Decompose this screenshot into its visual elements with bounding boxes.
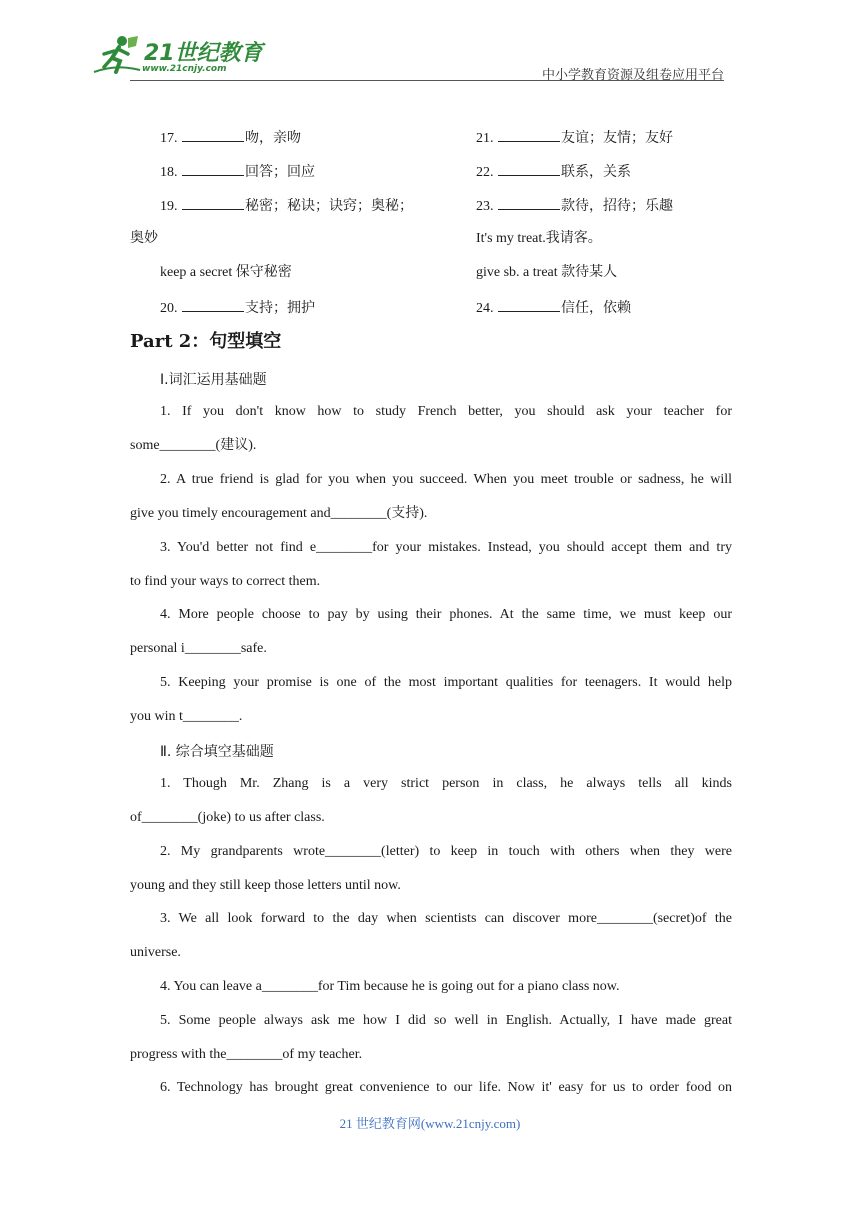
vocab-phrase-keep-secret: keep a secret 保守秘密 [160, 265, 292, 280]
site-logo [92, 34, 262, 78]
item-meaning: 吻，亲吻 [245, 131, 301, 146]
section2-title: Ⅱ. 综合填空基础题 [160, 744, 274, 760]
item-meaning: 秘密；秘诀；诀窍；奥秘； [245, 199, 413, 214]
item-number: 21. [476, 131, 494, 146]
vocab-item-18 [160, 161, 315, 183]
page-header [0, 0, 860, 90]
section2-question-3: 3. We all look forward to the day when scientists can discover more________(secret)of the universe. [130, 911, 732, 960]
page-footer: 21 世纪教育网(www.21cnjy.com) [339, 1116, 521, 1131]
section1-question-4: 4. More people choose to pay by using their phones. At the same time, we must keep our personal i________safe. [130, 607, 732, 656]
logo-text: 21世纪教育 [144, 41, 263, 66]
item-number: 22. [476, 165, 494, 180]
section2-question-5: 5. Some people always ask me how I did so well in English. Actually, I have made great progress with the________of my teacher. [130, 1013, 732, 1062]
vocab-item-24 [476, 297, 631, 319]
answer-blank[interactable] [182, 195, 244, 210]
header-divider [130, 80, 724, 81]
section1-question-5: 5. Keeping your promise is one of the most important qualities for teenagers. It would help you win t________. [130, 675, 732, 724]
section2-question-4: 4. You can leave a________for Tim because he is going out for a piano class now. [160, 979, 620, 994]
answer-blank[interactable] [498, 297, 560, 312]
answer-blank[interactable] [498, 195, 560, 210]
vocab-item-19 [160, 195, 413, 217]
section1-title: Ⅰ.词汇运用基础题 [160, 372, 267, 388]
section2-question-2: 2. My grandparents wrote________(letter) to keep in touch with others when they were young and they still keep those letters until now. [130, 844, 732, 893]
vocab-item-22 [476, 161, 631, 183]
logo-url: www.21cnjy.com [142, 64, 227, 74]
item-number: 24. [476, 301, 494, 316]
vocab-item-19-wrap: 奥妙 [130, 231, 158, 246]
section1-question-2: 2. A true friend is glad for you when you succeed. When you meet trouble or sadness, he will give you timely encouragement and________(支持). [130, 472, 732, 521]
runner-logo-icon [92, 34, 142, 78]
part2-title: Part 2：句型填空 [130, 331, 282, 352]
item-number: 17. [160, 131, 178, 146]
answer-blank[interactable] [182, 127, 244, 142]
answer-blank[interactable] [182, 297, 244, 312]
item-meaning: 友谊；友情；友好 [561, 131, 673, 146]
vocab-item-23 [476, 195, 673, 217]
item-number: 19. [160, 199, 178, 214]
vocab-item-21 [476, 127, 673, 149]
section1-question-1: 1. If you don't know how to study French better, you should ask your teacher for some________(建议). [130, 404, 732, 453]
item-number: 20. [160, 301, 178, 316]
item-meaning: 联系，关系 [561, 165, 631, 180]
item-meaning: 支持；拥护 [245, 301, 315, 316]
answer-blank[interactable] [498, 161, 560, 176]
answer-blank[interactable] [182, 161, 244, 176]
platform-label: 中小学教育资源及组卷应用平台 [541, 68, 724, 83]
item-number: 18. [160, 165, 178, 180]
item-meaning: 回答；回应 [245, 165, 315, 180]
answer-blank[interactable] [498, 127, 560, 142]
vocab-item-17 [160, 127, 301, 149]
vocab-phrase-my-treat: It's my treat.我请客。 [476, 231, 602, 246]
item-meaning: 款待，招待；乐趣 [561, 199, 673, 214]
vocab-phrase-give-treat: give sb. a treat 款待某人 [476, 265, 618, 280]
item-number: 23. [476, 199, 494, 214]
section1-question-3: 3. You'd better not find e________for your mistakes. Instead, you should accept them and try to find your ways to correct them. [130, 540, 732, 589]
item-meaning: 信任，依赖 [561, 301, 631, 316]
section2-question-6: 6. Technology has brought great convenience to our life. Now it' easy for us to order food on [160, 1080, 732, 1095]
vocab-item-20 [160, 297, 315, 319]
section2-question-1: 1. Though Mr. Zhang is a very strict person in class, he always tells all kinds of________(joke) to us after class. [130, 776, 732, 825]
